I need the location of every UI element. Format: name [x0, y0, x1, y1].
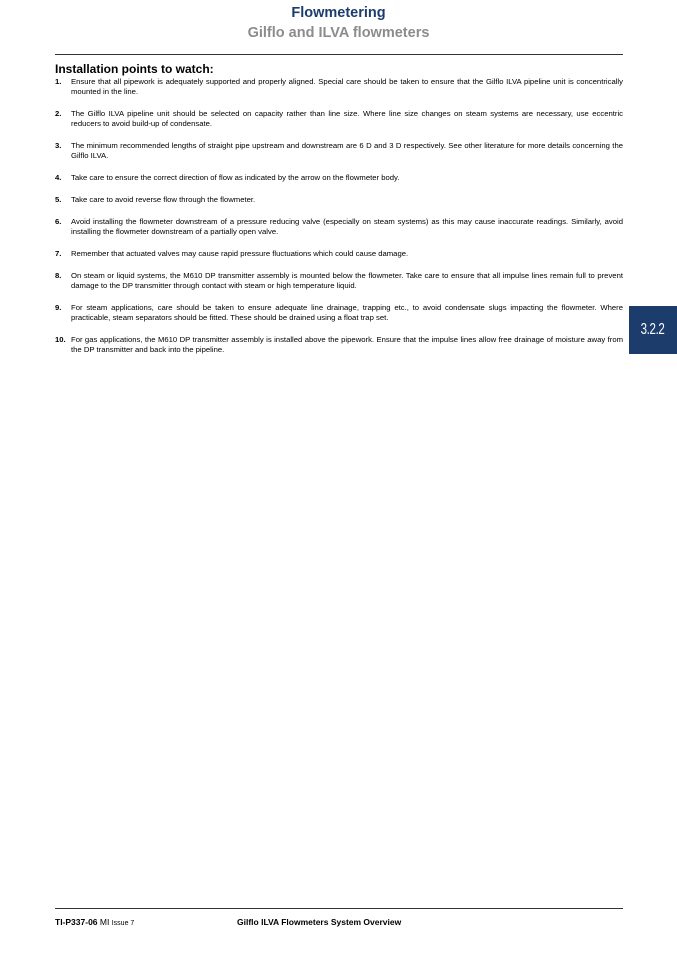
list-item	[55, 249, 623, 259]
list-item-number: 10.	[55, 335, 66, 344]
list-item	[55, 303, 623, 323]
page-title: Flowmetering	[291, 5, 386, 21]
footer-divider	[55, 908, 623, 909]
list-item-number: 3.	[55, 141, 62, 150]
doc-ref-code: TI-P337-06	[55, 917, 98, 927]
list-item-number: 8.	[55, 271, 62, 280]
list-item-text: For gas applications, the M610 DP transmitter assembly is installed above the pipework. Ensure that the impulse lines allow free drainage of moisture away from the DP transmitter and back into the pipeline.	[71, 335, 623, 354]
footer-title: Gilflo ILVA Flowmeters System Overview	[237, 917, 402, 927]
list-item-number: 1.	[55, 77, 62, 86]
installation-points-list	[55, 77, 623, 367]
list-item-text: The Gilflo ILVA pipeline unit should be selected on capacity rather than line size. Where line size changes on steam systems are necessary, use eccentric reducers to avoid build-up of condensate.	[71, 109, 623, 128]
list-item	[55, 109, 623, 129]
list-item-text: Remember that actuated valves may cause rapid pressure fluctuations which could cause damage.	[71, 249, 409, 258]
list-item-number: 6.	[55, 217, 62, 226]
doc-ref-mi: MI	[99, 917, 110, 927]
section-tab-label: 3.2.2	[641, 321, 665, 338]
document-reference	[55, 917, 134, 929]
list-item-number: 2.	[55, 109, 62, 118]
section-title: Installation points to watch:	[55, 62, 214, 76]
list-item	[55, 217, 623, 237]
list-item	[55, 195, 623, 205]
list-item	[55, 77, 623, 97]
list-item	[55, 335, 623, 355]
list-item-text: Ensure that all pipework is adequately supported and properly aligned. Special care should be taken to ensure that the Gilflo ILVA pipeline unit is concentrically mounted in the line.	[71, 77, 623, 96]
list-item-text: For steam applications, care should be taken to ensure adequate line drainage, trapping etc., to avoid condensate slugs impacting the flowmeter. Where practicable, steam separators should be fitted. These should be drained using a float trap set.	[71, 303, 623, 322]
list-item-number: 5.	[55, 195, 62, 204]
header-divider	[55, 54, 623, 55]
list-item-text: Avoid installing the flowmeter downstream of a pressure reducing valve (especially on steam systems) as this may cause inaccurate readings. Similarly, avoid installing the flowmeter downstream of a partially open valve.	[71, 217, 623, 236]
list-item	[55, 271, 623, 291]
doc-issue: Issue 7	[111, 920, 135, 927]
list-item-text: On steam or liquid systems, the M610 DP transmitter assembly is mounted below the flowmeter. Take care to ensure that all impulse lines remain full to prevent damage to the DP transmitter through contact with steam or high temperature liquid.	[71, 271, 623, 290]
list-item-number: 4.	[55, 173, 62, 182]
section-tab[interactable]	[629, 306, 677, 354]
page-subtitle: Gilflo and ILVA flowmeters	[247, 25, 430, 41]
list-item-number: 7.	[55, 249, 62, 258]
list-item	[55, 173, 623, 183]
list-item-text: Take care to avoid reverse flow through the flowmeter.	[71, 195, 256, 204]
list-item-text: Take care to ensure the correct direction of flow as indicated by the arrow on the flowmeter body.	[71, 173, 400, 182]
list-item	[55, 141, 623, 161]
list-item-text: The minimum recommended lengths of straight pipe upstream and downstream are 6 D and 3 D respectively. See other literature for more details concerning the Gilflo ILVA.	[71, 141, 623, 160]
list-item-number: 9.	[55, 303, 62, 312]
